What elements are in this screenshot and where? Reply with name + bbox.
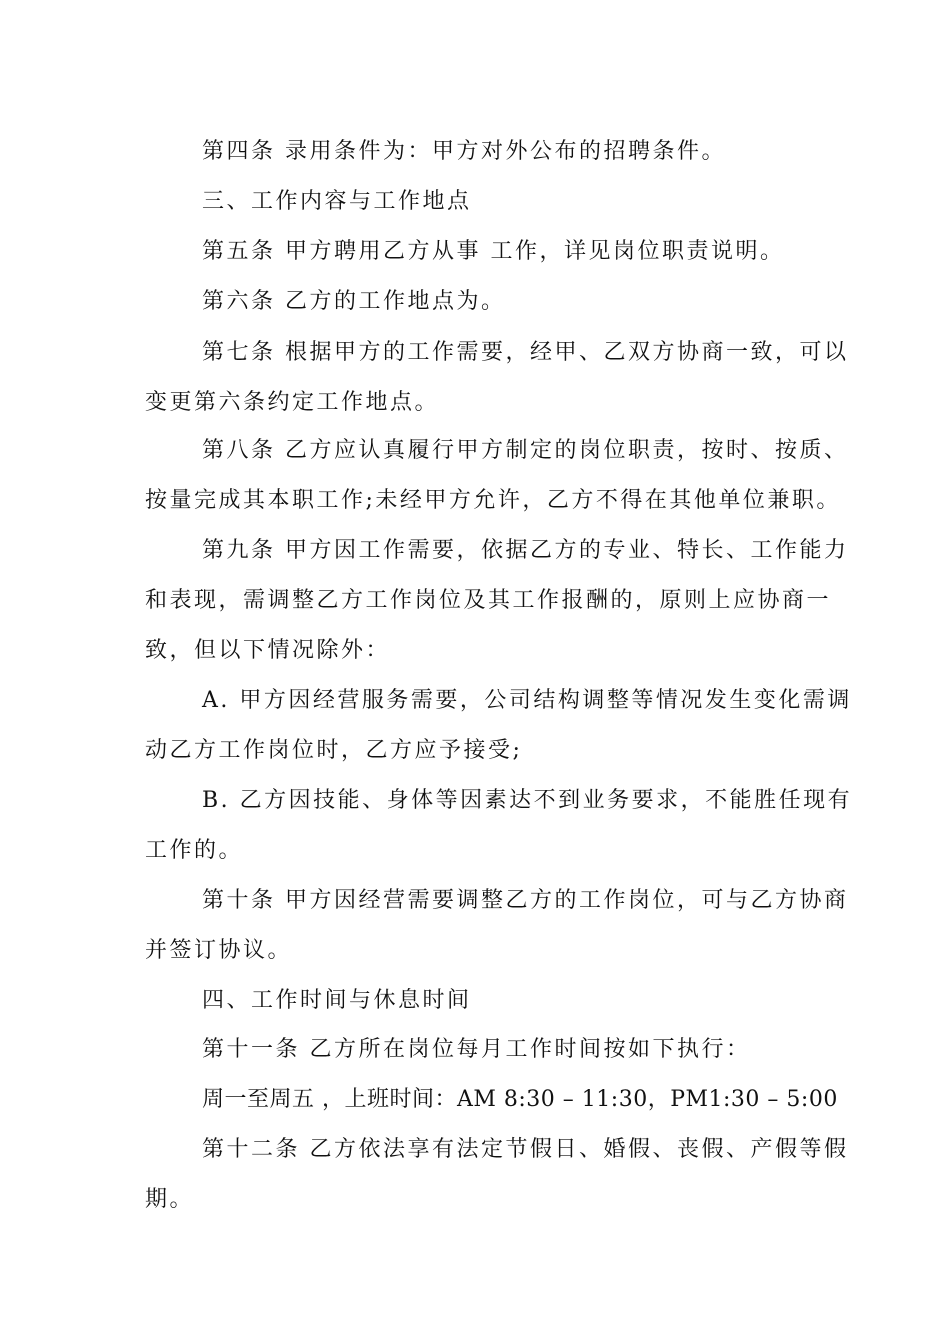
article-10-line-1: 第十条 甲方因经营需要调整乙方的工作岗位，可与乙方协商 xyxy=(202,888,849,913)
article-7-line-1: 第七条 根据甲方的工作需要，经甲、乙双方协商一致，可以 xyxy=(202,340,849,365)
article-9-line-1: 第九条 甲方因工作需要，依据乙方的专业、特长、工作能力 xyxy=(202,538,849,563)
clause-a-line-2: 动乙方工作岗位时，乙方应予接受; xyxy=(145,738,523,763)
article-9-line-2: 和表现，需调整乙方工作岗位及其工作报酬的，原则上应协商一 xyxy=(145,588,832,613)
working-hours-line: 周一至周五 ，上班时间：AM 8:30 – 11:30，PM1:30 – 5:00 xyxy=(202,1087,838,1112)
clause-b-line-2: 工作的。 xyxy=(145,838,244,863)
article-9-line-3: 致，但以下情况除外： xyxy=(145,638,391,663)
article-10-line-2: 并签订协议。 xyxy=(145,938,293,963)
article-8-line-1: 第八条 乙方应认真履行甲方制定的岗位职责，按时、按质、 xyxy=(202,438,849,463)
clause-a-line-1: A. 甲方因经营服务需要，公司结构调整等情况发生变化需调 xyxy=(202,688,852,713)
article-8-line-2: 按量完成其本职工作;未经甲方允许，乙方不得在其他单位兼职。 xyxy=(145,488,841,513)
article-12-line-2: 期。 xyxy=(145,1187,195,1212)
article-11-line: 第十一条 乙方所在岗位每月工作时间按如下执行： xyxy=(202,1037,751,1062)
clause-b-line-1: B. 乙方因技能、身体等因素达不到业务要求，不能胜任现有 xyxy=(202,788,853,813)
article-7-line-2: 变更第六条约定工作地点。 xyxy=(145,390,440,415)
article-12-line-1: 第十二条 乙方依法享有法定节假日、婚假、丧假、产假等假 xyxy=(202,1137,849,1162)
article-6-line: 第六条 乙方的工作地点为。 xyxy=(202,289,506,314)
section-3-heading: 三、工作内容与工作地点 xyxy=(202,189,472,214)
article-5-line: 第五条 甲方聘用乙方从事 工作，详见岗位职责说明。 xyxy=(202,239,785,264)
article-4-line: 第四条 录用条件为：甲方对外公布的招聘条件。 xyxy=(202,139,726,164)
section-4-heading: 四、工作时间与休息时间 xyxy=(202,988,472,1013)
